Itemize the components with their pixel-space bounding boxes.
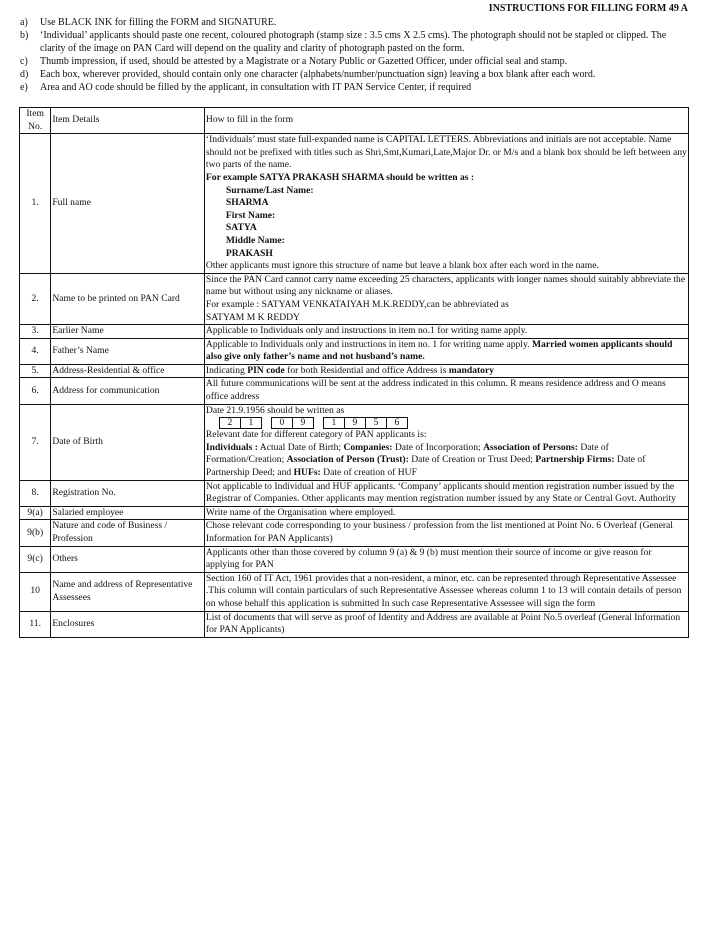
text-part: for both Residential and office Address is [284, 364, 449, 376]
instruction-paragraph: Date 21.9.1956 should be written as [205, 404, 345, 416]
instruction-paragraph: Since the PAN Card cannot carry name exceeding 25 characters, applicants with longer names should suitably abbreviate the name but without using any nickname or aliases. [205, 273, 686, 298]
item-details: Nature and code of Business / Profession [51, 520, 205, 546]
example-line: Middle Name: [225, 234, 285, 246]
how-to-fill: Applicable to Individuals only and instructions in item no.1 for writing name apply. [204, 325, 688, 339]
instruction-paragraph: Applicable to Individuals only and instructions in item no. 1 for writing name apply. [205, 338, 530, 350]
instruction-paragraph: Other applicants must ignore this structure of name but leave a blank box after each word in the name. [205, 260, 599, 272]
instruction-paragraph: SATYAM M K REDDY [205, 311, 300, 323]
instruction-item [20, 81, 692, 94]
date-digit-box: 1 [240, 418, 261, 429]
item-no: 3. [20, 325, 51, 339]
example-line: SHARMA [225, 197, 269, 209]
example-line: SATYA [225, 222, 257, 234]
category-label: Companies: [343, 441, 393, 453]
example-line: Surname/Last Name: [225, 184, 314, 196]
date-gap [261, 418, 271, 429]
category-label: Association of Persons: [483, 441, 578, 453]
instruction-emphasis: Married women applicants should also give only father’s name and not husband’s name. [205, 338, 673, 363]
how-to-fill [204, 404, 688, 480]
table-row [20, 506, 689, 520]
general-instructions [20, 16, 692, 94]
how-to-fill [204, 364, 688, 378]
date-boxes [219, 417, 408, 429]
item-details: Address-Residential & office [51, 364, 205, 378]
instruction-text: Area and AO code should be filled by the applicant, in consultation with IT PAN Service Center, if required [40, 82, 472, 93]
category-date: Date of Incorporation; [392, 441, 484, 453]
table-row [20, 546, 689, 572]
instruction-item [20, 16, 692, 29]
how-to-fill: Section 160 of IT Act, 1961 provides that a non-resident, a minor, etc. can be represented through Representative Assessee .This column will contain particulars of such Representative Assessee whereas column 1 to 13 will contain details of person on whose behalf this application is submitted In such case Representative Assessee will sign the form [204, 572, 688, 611]
category-date: Date of Creation or Trust Deed; [408, 454, 536, 466]
item-details: Date of Birth [51, 404, 205, 480]
item-no: 9(b) [20, 520, 51, 546]
date-gap [313, 418, 323, 429]
category-label: Individuals : [205, 441, 258, 453]
category-label: HUFs: [293, 467, 321, 479]
how-to-fill: List of documents that will serve as proof of Identity and Address are available at Point No.5 overleaf (General Information for PAN Applicants) [204, 611, 688, 637]
instruction-item [20, 29, 692, 55]
item-no: 2. [20, 273, 51, 324]
table-row [20, 134, 689, 274]
text-emphasis: mandatory [448, 364, 495, 376]
date-digit-box: 5 [365, 418, 386, 429]
item-no: 6. [20, 378, 51, 404]
text-emphasis: PIN code [247, 364, 285, 376]
table-row [20, 325, 689, 339]
item-details: Address for communication [51, 378, 205, 404]
category-date: Date of Partnership Deed; and [205, 454, 646, 479]
category-label: Association of Person (Trust): [286, 454, 409, 466]
item-no: 4. [20, 338, 51, 364]
text-part: Indicating [205, 364, 248, 376]
instruction-letter: c) [20, 56, 28, 67]
instruction-letter: e) [20, 82, 28, 93]
category-date: Date of creation of HUF [320, 467, 417, 479]
item-no: 7. [20, 404, 51, 480]
item-details: Name to be printed on PAN Card [51, 273, 205, 324]
instruction-paragraph: Relevant date for different category of PAN applicants is: [205, 429, 427, 441]
item-details: Earlier Name [51, 325, 205, 339]
header-how-to-fill: How to fill in the form [204, 108, 688, 134]
category-date: Actual Date of Birth; [257, 441, 344, 453]
instruction-text: Use BLACK INK for filling the FORM and SIGNATURE. [40, 17, 277, 28]
instruction-text: Each box, wherever provided, should contain only one character (alphabets/number/punctuation sign) leaving a box blank after each word. [40, 69, 596, 80]
instructions-table [19, 107, 689, 638]
instruction-letter: b) [20, 30, 29, 41]
item-no: 9(c) [20, 546, 51, 572]
item-no: 8. [20, 480, 51, 506]
table-row [20, 364, 689, 378]
date-digit-box: 0 [271, 418, 292, 429]
table-row [20, 572, 689, 611]
instruction-text: ‘Individual’ applicants should paste one recent, coloured photograph (stamp size : 3.5 cms X 2.5 cms). The photograph should not be stapled or clipped. The clarity of the image on PAN Card will depend on the quality and clarity of photograph pasted on the form. [40, 30, 667, 54]
item-details: Salaried employee [51, 506, 205, 520]
item-details: Registration No. [51, 480, 205, 506]
table-row [20, 273, 689, 324]
how-to-fill [204, 134, 688, 274]
how-to-fill: Not applicable to Individual and HUF applicants. ‘Company’ applicants should mention registration number issued by the Registrar of Companies. Other applicants may mention registration number issued by any State or Central Govt. Authority [204, 480, 688, 506]
how-to-fill: Write name of the Organisation where employed. [204, 506, 688, 520]
form-title: INSTRUCTIONS FOR FILLING FORM 49 A [488, 3, 688, 14]
item-details: Others [51, 546, 205, 572]
example-heading: For example SATYA PRAKASH SHARMA should be written as : [205, 171, 475, 183]
item-no: 10 [20, 572, 51, 611]
item-details: Name and address of Representative Assessees [51, 572, 205, 611]
how-to-fill: Chose relevant code corresponding to your business / profession from the list mentioned at Point No. 6 Overleaf (General Information for PAN Applicants) [204, 520, 688, 546]
table-row [20, 378, 689, 404]
instruction-letter: d) [20, 69, 29, 80]
instruction-item [20, 68, 692, 81]
table-row [20, 480, 689, 506]
header-item-no: Item No. [20, 108, 51, 134]
header-item-details: Item Details [51, 108, 205, 134]
item-details: Full name [51, 134, 205, 274]
item-no: 1. [20, 134, 51, 274]
date-digit-box: 9 [292, 418, 313, 429]
category-label: Partnership Firms: [535, 454, 615, 466]
how-to-fill [204, 273, 688, 324]
item-details: Enclosures [51, 611, 205, 637]
table-header-row [20, 108, 689, 134]
date-digit-box: 6 [386, 418, 407, 429]
instruction-letter: a) [20, 17, 28, 28]
item-details: Father’s Name [51, 338, 205, 364]
how-to-fill: Applicants other than those covered by column 9 (a) & 9 (b) must mention their source of income or give reason for applying for PAN [204, 546, 688, 572]
table-row [20, 520, 689, 546]
date-digit-box: 2 [219, 418, 240, 429]
item-no: 5. [20, 364, 51, 378]
example-line: PRAKASH [225, 247, 273, 259]
category-date: Date of Formation/Creation; [205, 441, 609, 466]
item-no: 9(a) [20, 506, 51, 520]
table-row [20, 338, 689, 364]
example-line: First Name: [225, 209, 276, 221]
instruction-item [20, 55, 692, 68]
how-to-fill: All future communications will be sent at the address indicated in this column. R means residence address and O means office address [204, 378, 688, 404]
item-no: 11. [20, 611, 51, 637]
table-row [20, 611, 689, 637]
instruction-text: Thumb impression, if used, should be attested by a Magistrate or a Notary Public or Gazetted Officer, under official seal and stamp. [40, 56, 568, 67]
instruction-paragraph: For example : SATYAM VENKATAIYAH M.K.REDDY,can be abbreviated as [205, 298, 509, 310]
date-digit-box: 9 [344, 418, 365, 429]
date-digit-box: 1 [323, 418, 344, 429]
table-row [20, 404, 689, 480]
how-to-fill [204, 338, 688, 364]
instruction-paragraph: ‘Individuals’ must state full-expanded name is CAPITAL LETTERS. Abbreviations and initials are not acceptable. Name should not be prefixed with titles such as Shri,Smt,Kumari,Late,Major Dr. or M/s and a blank box should be left between any two parts of the name. [205, 134, 687, 171]
